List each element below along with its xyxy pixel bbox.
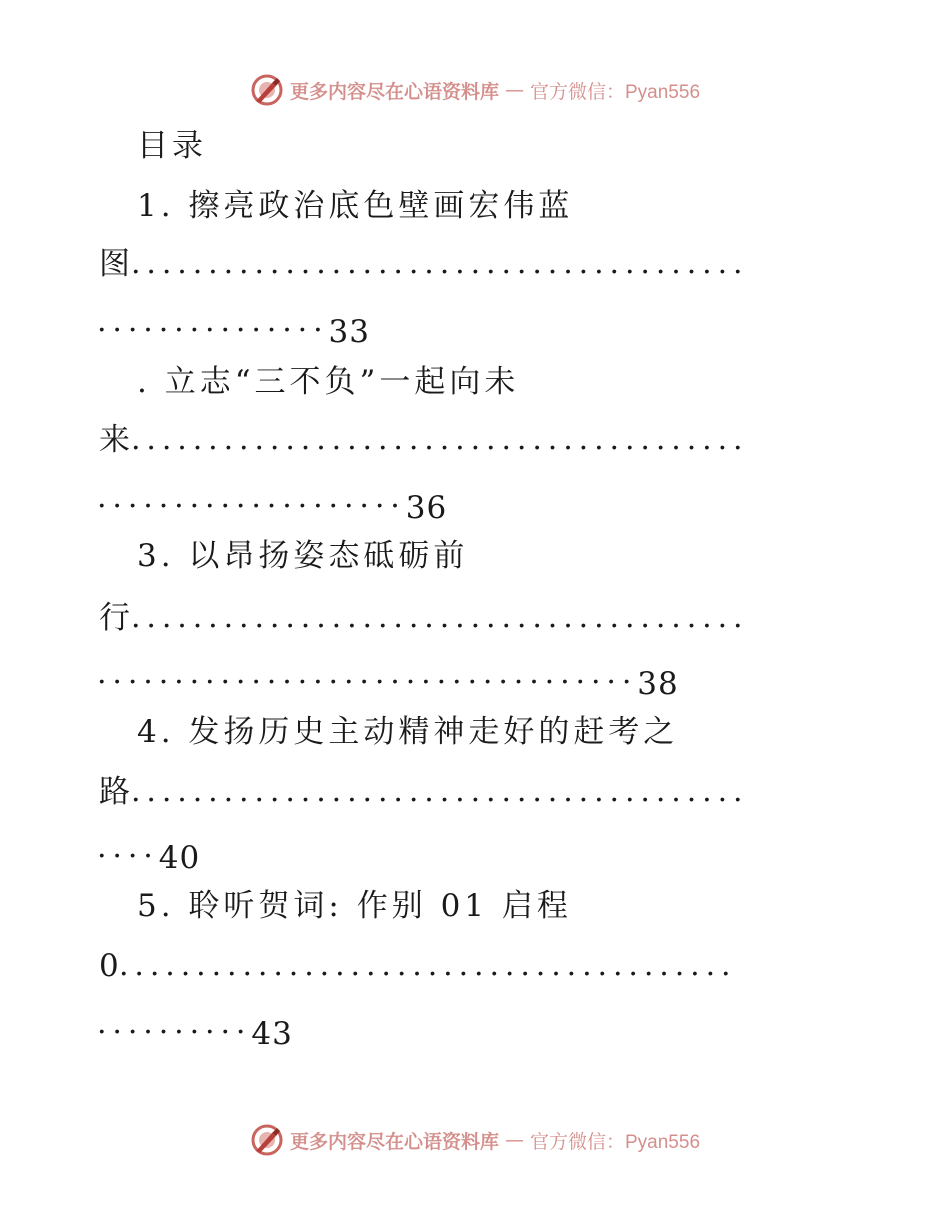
toc-entry-tail (97, 302, 370, 350)
toc-entry-tail (97, 1004, 293, 1052)
pen-circle-logo-icon (250, 1123, 284, 1157)
toc-leader-dots: .................... (97, 480, 406, 515)
toc-entry-continuation: 图 (99, 246, 134, 282)
toc-leader-dots: ............... (97, 304, 329, 339)
watermark-separator: — (505, 79, 524, 101)
toc-leader-dots: ........................................ (131, 422, 749, 457)
toc-page-number: 38 (637, 666, 679, 702)
toc-entry-tail (97, 654, 679, 702)
watermark-account: 官方微信：Pyan556 (530, 1131, 701, 1153)
watermark-account: 官方微信：Pyan556 (530, 81, 701, 103)
watermark-inner (250, 1123, 700, 1157)
watermark-separator: — (505, 1129, 524, 1151)
toc-entry-tail (97, 478, 448, 526)
toc-entry-title[interactable]: 3. 以昂扬姿态砥砺前 (137, 538, 469, 574)
toc-entry-title[interactable]: 4. 发扬历史主动精神走好的赶考之 (137, 714, 679, 750)
toc-entry-continuation: 来 (99, 422, 134, 458)
toc-heading: 目录 (137, 128, 207, 164)
toc-entry-title[interactable]: 1. 擦亮政治底色壁画宏伟蓝 (137, 188, 574, 224)
toc-leader-dots: .......... (97, 1006, 252, 1041)
toc-page-number: 43 (251, 1016, 293, 1052)
toc-entry-continuation: 0 (99, 948, 123, 984)
toc-entry-title[interactable]: 5. 聆听贺词: 作别 01 启程 (137, 888, 572, 924)
toc-page-number: 36 (405, 490, 448, 526)
toc-entry-title[interactable]: . 立志“三不负”一起向未 (137, 364, 520, 400)
toc-entry-tail (97, 828, 201, 876)
toc-leader-dots: ................................... (97, 656, 638, 691)
toc-entry-continuation: 行 (99, 600, 134, 636)
toc-leader-dots: ........................................ (119, 948, 737, 983)
toc-leader-dots: ........................................ (131, 600, 749, 635)
watermark-text: 更多内容尽在心语资料库 (289, 80, 499, 103)
toc-entry-continuation: 路 (99, 774, 134, 810)
toc-leader-dots: .... (97, 830, 159, 865)
toc-page-number: 40 (158, 840, 201, 876)
watermark-text: 更多内容尽在心语资料库 (289, 1130, 499, 1153)
toc-page-number: 33 (328, 314, 370, 350)
toc-leader-dots: ........................................ (131, 246, 749, 281)
toc-leader-dots: ........................................ (131, 774, 749, 809)
footer-watermark (0, 1120, 950, 1160)
